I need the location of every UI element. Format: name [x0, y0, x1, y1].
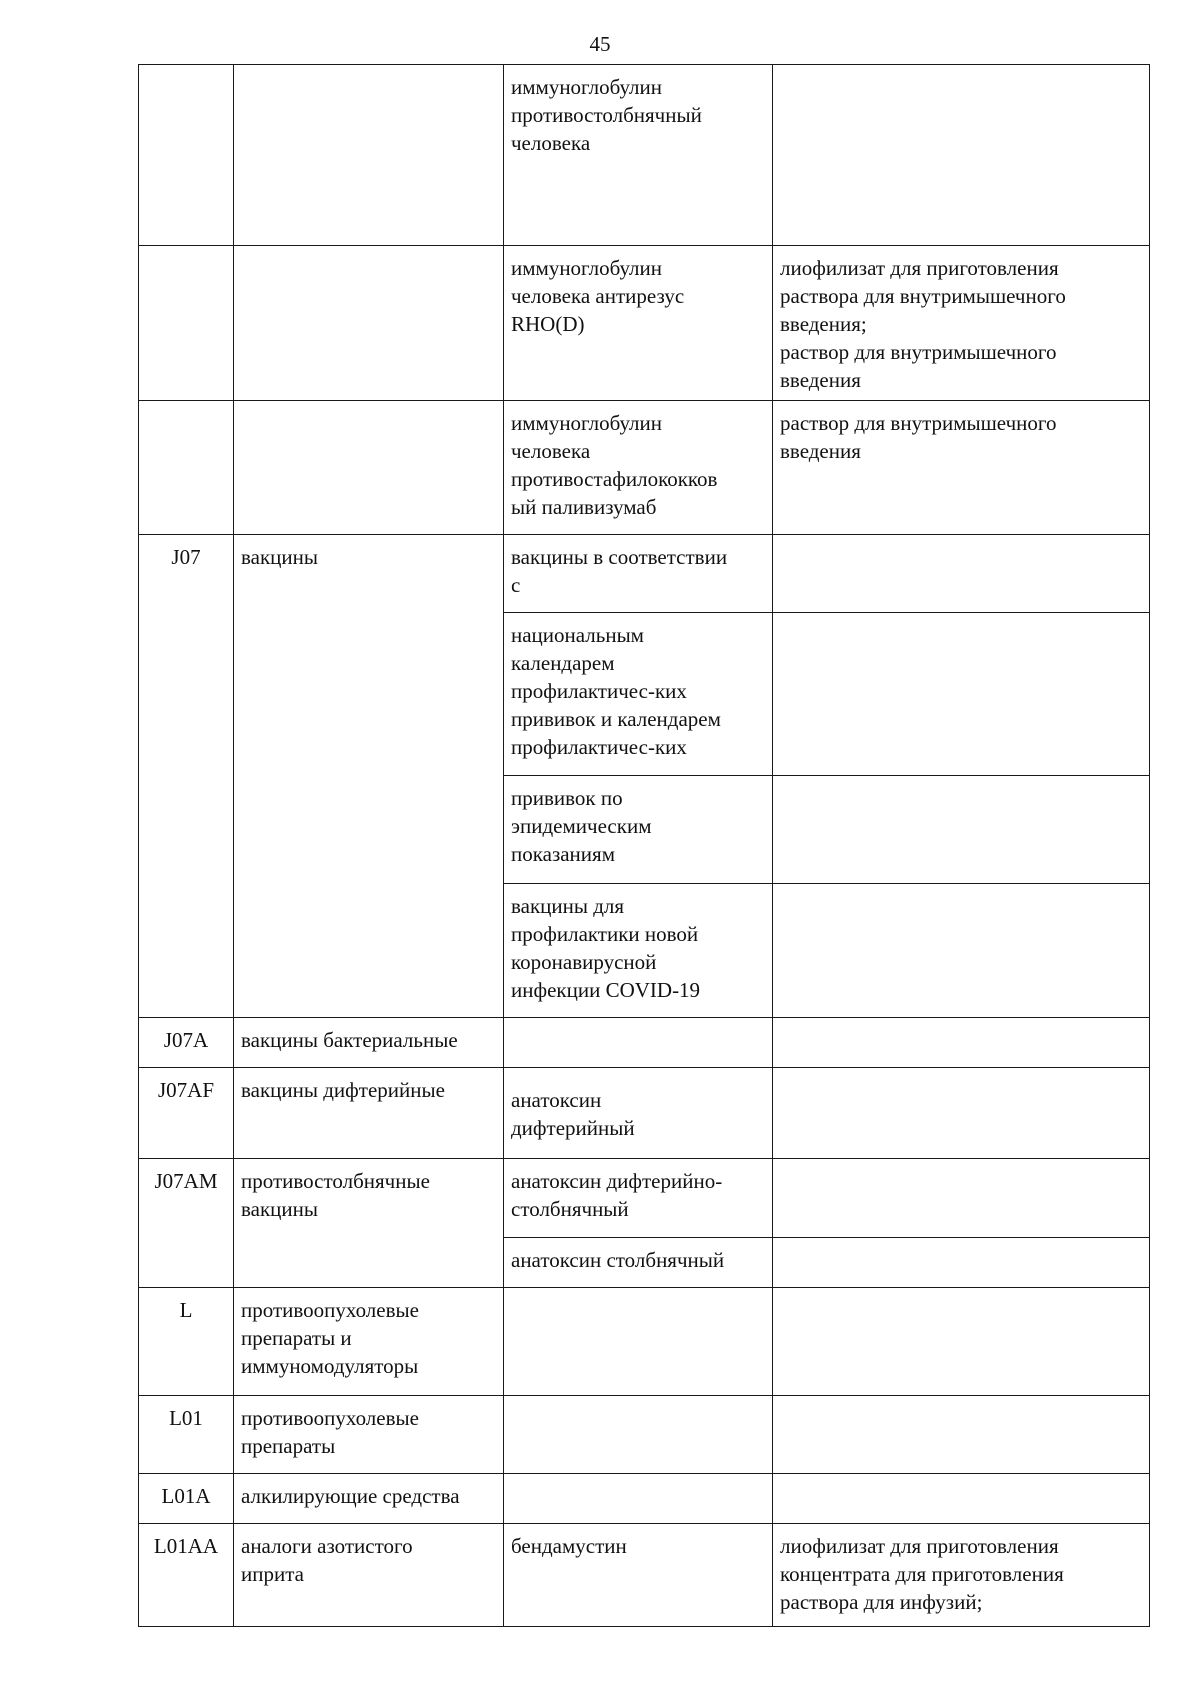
group-name-cell: вакцины	[234, 535, 504, 1018]
drug-name-cell: бендамустин	[504, 1524, 773, 1627]
dosage-form-cell	[773, 535, 1150, 613]
table-row	[139, 1474, 1150, 1524]
group-name-cell	[234, 246, 504, 401]
drug-name-cell	[504, 1396, 773, 1474]
group-name-cell	[234, 65, 504, 246]
group-name-cell	[234, 401, 504, 535]
group-name-cell: вакцины бактериальные	[234, 1018, 504, 1068]
drug-name-cell: вакцины для профилактики новой коронавирусной инфекции COVID-19	[504, 884, 773, 1018]
drug-name-cell: вакцины в соответствии с	[504, 535, 773, 613]
table-row	[139, 1396, 1150, 1474]
page-number: 45	[589, 32, 611, 56]
group-name-cell: противоопухолевые препараты и иммуномодуляторы	[234, 1288, 504, 1396]
group-name-cell: алкилирующие средства	[234, 1474, 504, 1524]
table-row	[139, 401, 1150, 535]
drug-name-cell: национальным календарем профилактичес-ких прививок и календарем профилактичес-ких	[504, 613, 773, 776]
drug-name-cell: анатоксин столбнячный	[504, 1238, 773, 1288]
table-row	[139, 1018, 1150, 1068]
group-name-cell: аналоги азотистого иприта	[234, 1524, 504, 1627]
atc-code-cell: L01AA	[139, 1524, 234, 1627]
atc-code-cell: J07AF	[139, 1068, 234, 1159]
dosage-form-cell	[773, 1238, 1150, 1288]
table-row	[139, 1159, 1150, 1238]
dosage-form-cell	[773, 1159, 1150, 1238]
table-row	[139, 246, 1150, 401]
atc-code-cell: L01A	[139, 1474, 234, 1524]
dosage-form-cell: лиофилизат для приготовления раствора для внутримышечного введения; раствор для внутримышечного введения	[773, 246, 1150, 401]
atc-code-cell	[139, 246, 234, 401]
medication-table	[138, 64, 1150, 1627]
group-name-cell: вакцины дифтерийные	[234, 1068, 504, 1159]
atc-code-cell: J07A	[139, 1018, 234, 1068]
atc-code-cell: J07AM	[139, 1159, 234, 1288]
atc-code-cell: L01	[139, 1396, 234, 1474]
drug-name-cell: иммуноглобулин человека противостафилококков ый паливизумаб	[504, 401, 773, 535]
table-row	[139, 65, 1150, 246]
group-name-cell: противостолбнячные вакцины	[234, 1159, 504, 1288]
atc-code-cell: J07	[139, 535, 234, 1018]
atc-code-cell	[139, 401, 234, 535]
dosage-form-cell	[773, 884, 1150, 1018]
drug-name-cell: иммуноглобулин человека антирезус RHO(D)	[504, 246, 773, 401]
dosage-form-cell	[773, 1018, 1150, 1068]
dosage-form-cell	[773, 1474, 1150, 1524]
dosage-form-cell	[773, 1288, 1150, 1396]
group-name-cell: противоопухолевые препараты	[234, 1396, 504, 1474]
dosage-form-cell	[773, 65, 1150, 246]
drug-name-cell: иммуноглобулин противостолбнячный человека	[504, 65, 773, 246]
drug-name-cell	[504, 1288, 773, 1396]
drug-name-cell: прививок по эпидемическим показаниям	[504, 776, 773, 884]
dosage-form-cell: лиофилизат для приготовления концентрата для приготовления раствора для инфузий;	[773, 1524, 1150, 1627]
atc-code-cell: L	[139, 1288, 234, 1396]
drug-name-cell	[504, 1474, 773, 1524]
table-row	[139, 1068, 1150, 1159]
drug-name-cell	[504, 1018, 773, 1068]
dosage-form-cell	[773, 776, 1150, 884]
dosage-form-cell	[773, 613, 1150, 776]
dosage-form-cell: раствор для внутримышечного введения	[773, 401, 1150, 535]
drug-name-cell: анатоксин дифтерийный	[504, 1068, 773, 1159]
table-row	[139, 535, 1150, 613]
dosage-form-cell	[773, 1396, 1150, 1474]
dosage-form-cell	[773, 1068, 1150, 1159]
table-row	[139, 1524, 1150, 1627]
table-row	[139, 1288, 1150, 1396]
atc-code-cell	[139, 65, 234, 246]
drug-name-cell: анатоксин дифтерийно- столбнячный	[504, 1159, 773, 1238]
